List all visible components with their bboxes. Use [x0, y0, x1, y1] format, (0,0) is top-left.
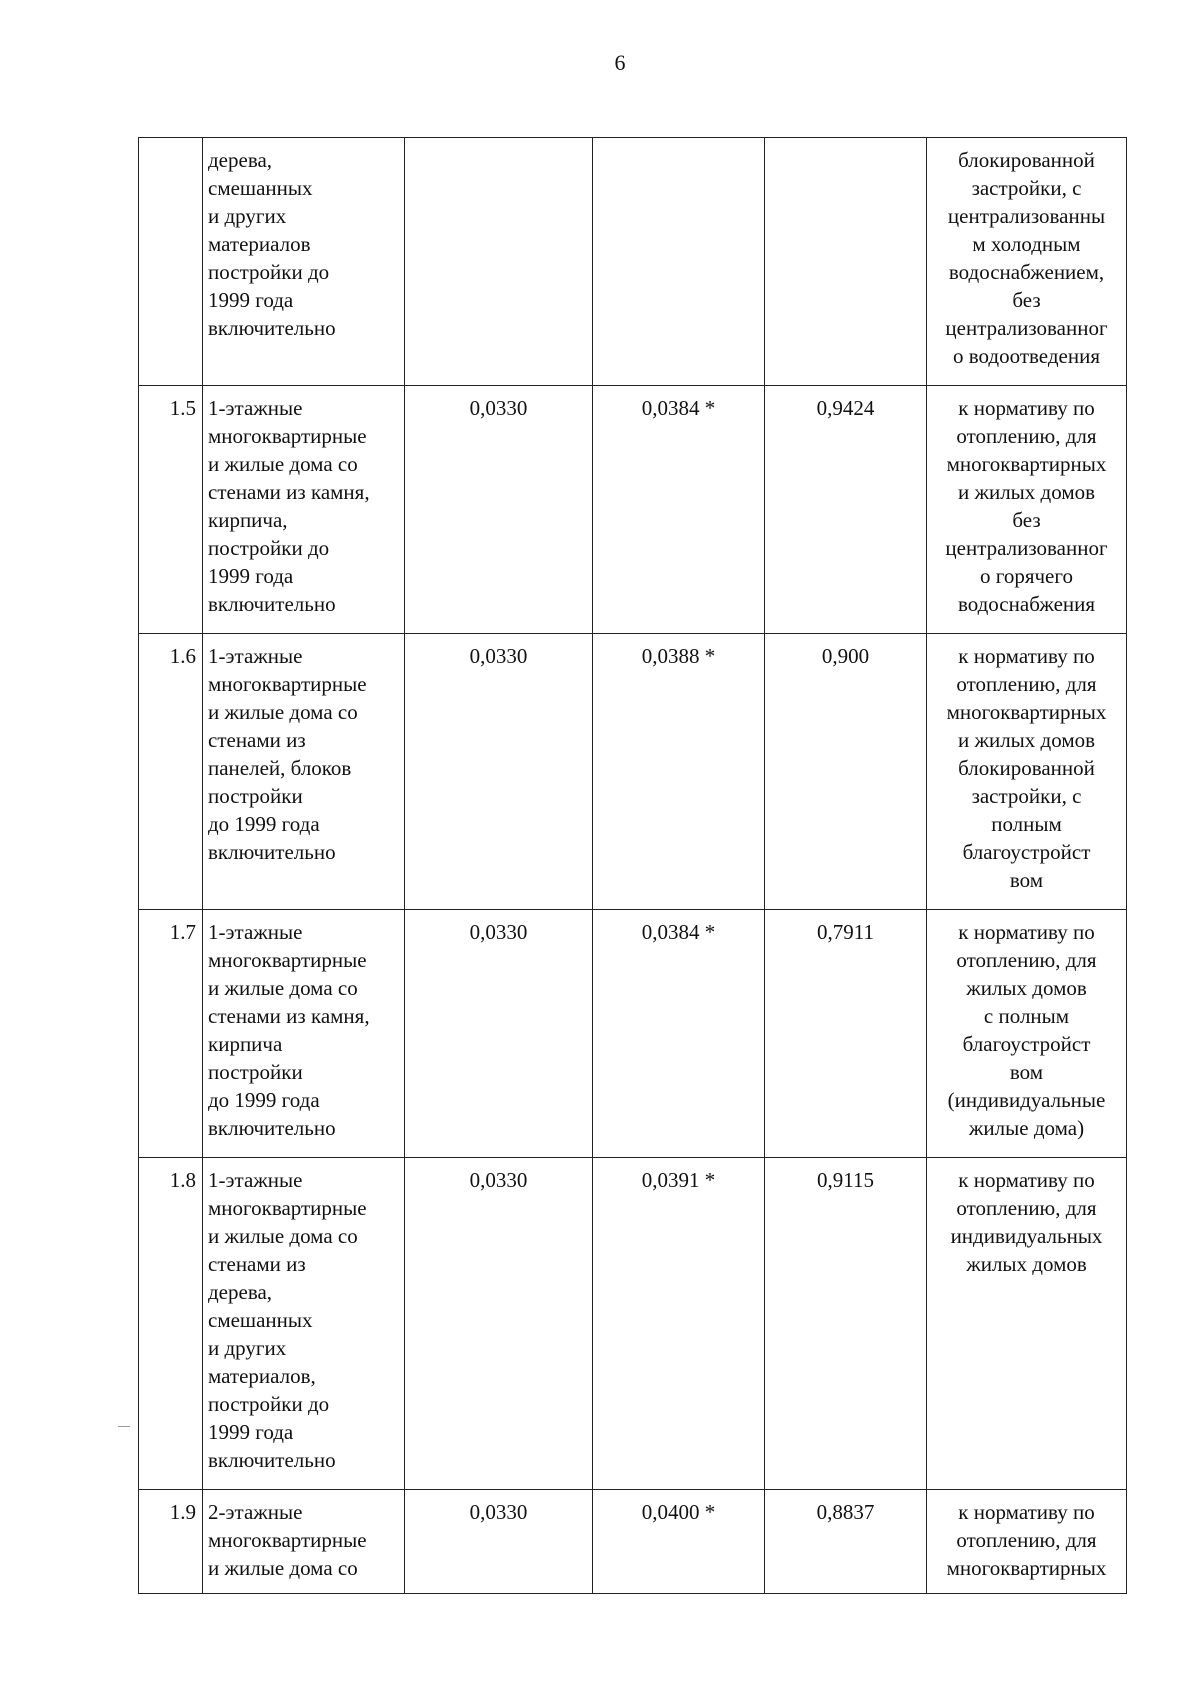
row-value-1: 0,0330: [405, 1490, 593, 1594]
table-row: [139, 1158, 1127, 1490]
row-number: 1.5: [139, 386, 203, 634]
row-value-2: [593, 138, 765, 386]
table-row: [139, 1490, 1127, 1594]
row-value-2: 0,0400 *: [593, 1490, 765, 1594]
row-number: 1.8: [139, 1158, 203, 1490]
row-number: 1.7: [139, 910, 203, 1158]
table-row: [139, 910, 1127, 1158]
row-description: 1-этажные многоквартирные и жилые дома со стенами из камня, кирпича постройки до 1999 года включительно: [203, 910, 405, 1158]
row-description: 2-этажные многоквартирные и жилые дома со: [203, 1490, 405, 1594]
row-value-2: 0,0384 *: [593, 910, 765, 1158]
row-value-1: 0,0330: [405, 910, 593, 1158]
row-description: 1-этажные многоквартирные и жилые дома со стенами из дерева, смешанных и других материалов, постройки до 1999 года включительно: [203, 1158, 405, 1490]
row-value-3: 0,7911: [765, 910, 927, 1158]
row-description: дерева, смешанных и других материалов постройки до 1999 года включительно: [203, 138, 405, 386]
row-value-2: 0,0388 *: [593, 634, 765, 910]
row-note: блокированной застройки, с централизованны м холодным водоснабжением, без централизованног о водоотведения: [927, 138, 1127, 386]
row-number: 1.6: [139, 634, 203, 910]
scan-edge-mark: [118, 1426, 130, 1427]
row-value-2: 0,0384 *: [593, 386, 765, 634]
row-value-3: 0,8837: [765, 1490, 927, 1594]
row-value-3: [765, 138, 927, 386]
row-value-1: 0,0330: [405, 634, 593, 910]
row-value-3: 0,9424: [765, 386, 927, 634]
page-number: 6: [614, 50, 626, 75]
row-note: к нормативу по отоплению, для многоквартирных и жилых домов без централизованног о горячего водоснабжения: [927, 386, 1127, 634]
row-value-2: 0,0391 *: [593, 1158, 765, 1490]
row-value-1: 0,0330: [405, 386, 593, 634]
row-value-3: 0,9115: [765, 1158, 927, 1490]
row-number: [139, 138, 203, 386]
row-value-1: [405, 138, 593, 386]
row-value-3: 0,900: [765, 634, 927, 910]
row-note: к нормативу по отоплению, для индивидуальных жилых домов: [927, 1158, 1127, 1490]
row-number: 1.9: [139, 1490, 203, 1594]
row-value-1: 0,0330: [405, 1158, 593, 1490]
row-description: 1-этажные многоквартирные и жилые дома со стенами из панелей, блоков постройки до 1999 года включительно: [203, 634, 405, 910]
table-row: [139, 138, 1127, 386]
row-note: к нормативу по отоплению, для жилых домов с полным благоустройст вом (индивидуальные жилые дома): [927, 910, 1127, 1158]
norms-table: [138, 137, 1127, 1594]
table-row: [139, 386, 1127, 634]
table-row: [139, 634, 1127, 910]
row-description: 1-этажные многоквартирные и жилые дома со стенами из камня, кирпича, постройки до 1999 года включительно: [203, 386, 405, 634]
row-note: к нормативу по отоплению, для многоквартирных и жилых домов блокированной застройки, с полным благоустройст вом: [927, 634, 1127, 910]
row-note: к нормативу по отоплению, для многоквартирных: [927, 1490, 1127, 1594]
